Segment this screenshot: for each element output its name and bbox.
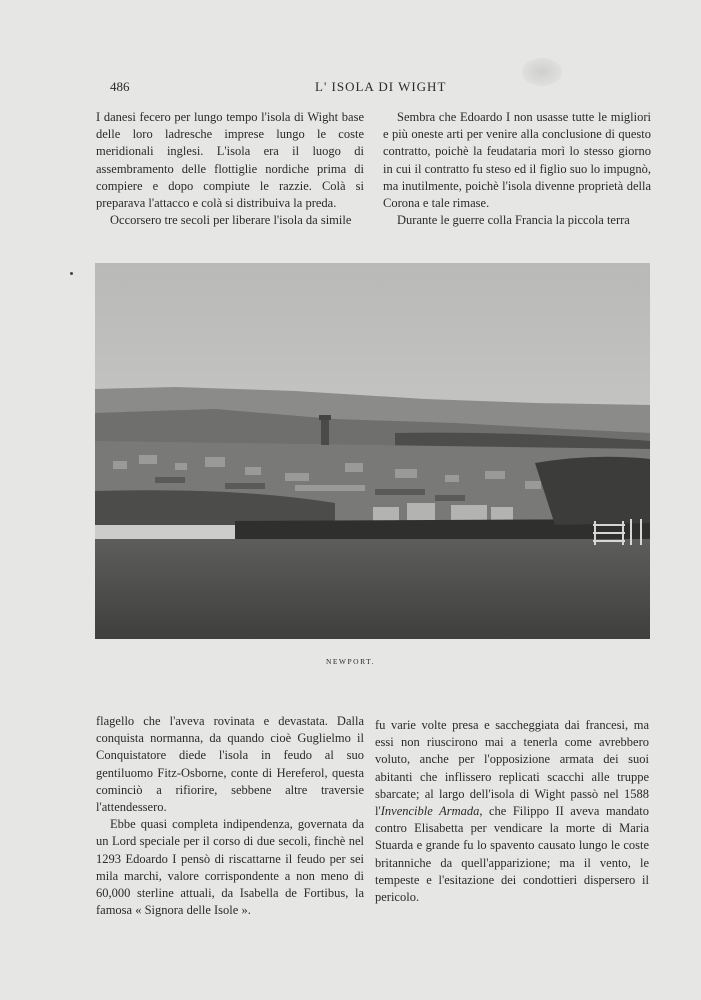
text-run: fu varie volte presa e saccheggiata dai francesi, ma essi non riuscirono mai a tenerla come avrebbero voluto, anche per l'opposizione armata dei suoi abitanti che inflissero replicati scacchi alle truppe sbarcate; al largo dell'isola di Wight passò nel 1588 l' <box>375 718 649 819</box>
column-top-left <box>96 109 364 229</box>
running-title: L' ISOLA DI WIGHT <box>315 79 447 94</box>
margin-speck <box>70 272 73 275</box>
figure-caption: NEWPORT. <box>325 657 376 666</box>
column-bottom-left <box>96 713 364 919</box>
paragraph: Ebbe quasi completa indipendenza, governata da un Lord speciale per il corso di due secoli, finchè nel 1293 Edoardo I pensò di riscattarne il feudo per sei mila marchi, valore corrispondente a non meno di 60,000 sterline attuali, da Isabella de Fortibus, la famosa « Signora delle Isole ». <box>96 817 364 918</box>
page-header <box>110 79 650 97</box>
paragraph <box>375 717 649 906</box>
newport-photograph <box>95 263 650 639</box>
page-number: 486 <box>110 79 130 94</box>
paragraph: Durante le guerre colla Francia la piccola terra <box>397 213 630 228</box>
column-bottom-right <box>375 717 649 906</box>
paragraph: flagello che l'aveva rovinata e devastata. Dalla conquista normanna, da quando cioè Guglielmo il Conquistatore diede l'isola in feudo al suo gentiluomo Fitz-Osborne, conte di Hereferol, questa cominciò a rifiorire, sebbene altre traversie l'attendessero. <box>96 714 364 815</box>
paragraph: Sembra che Edoardo I non usasse tutte le migliori e più oneste arti per venire alla conclusione di questo contratto, poichè la feudataria morì lo stesso giorno in cui il contratto fu steso ed il figlio suo lo impugnò, ma inutilmente, poichè l'isola divenne proprietà della Corona e tale rimase. <box>383 110 651 211</box>
text-run: , che Filippo II aveva mandato contro Elisabetta per vendicare la morte di Maria Stuarda e grande fu lo spavento causato lungo le coste britanniche da quell'apparizione; ma il vento, le tempeste e l'esitazione dei condottieri dispersero il pericolo. <box>375 804 650 905</box>
paragraph: Occorsero tre secoli per liberare l'isola da simile <box>110 213 352 228</box>
column-top-right <box>383 109 651 229</box>
paragraph: I danesi fecero per lungo tempo l'isola di Wight base delle loro ladresche imprese lungo le coste meridionali inglesi. L'isola era il luogo di assembramento delle flottiglie nordiche prima di compiere e dopo compiute le razzie. Colà si preparava l'attacco e colà si distribuiva la preda. <box>96 110 364 211</box>
italic-title: Invencible Armada <box>380 804 480 819</box>
